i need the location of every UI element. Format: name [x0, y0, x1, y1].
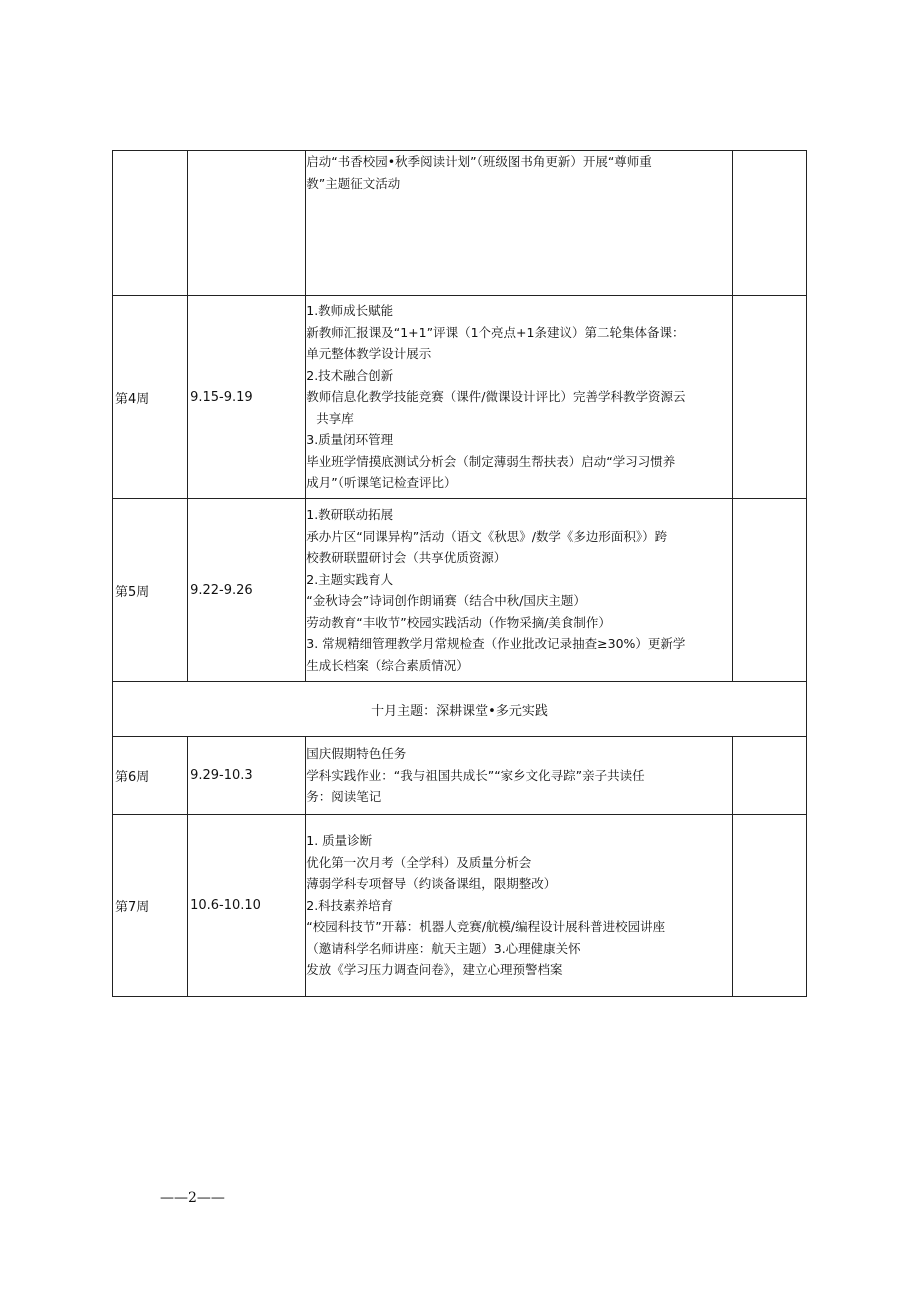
week-cell: 第7周: [113, 815, 188, 997]
content-cell: [306, 499, 733, 682]
content-line: 教师信息化教学技能竞赛（课件/微课设计评比）完善学科教学资源云: [306, 389, 686, 405]
page-number: ——2——: [160, 1190, 225, 1206]
table-row: [113, 682, 807, 737]
content-line: 教”主题征文活动: [306, 175, 401, 191]
date-cell: [188, 151, 306, 296]
content-line: 3. 常规精细管理教学月常规检查（作业批改记录抽查≥30%）更新学: [306, 636, 686, 651]
content-line: 承办片区“同课异构”活动（语文《秋思》/数学《多边形面积》）跨: [306, 528, 668, 544]
content-line: 2.技术融合创新: [306, 367, 394, 383]
content-line: 2.科技素养培育: [306, 897, 394, 913]
week-cell: 第4周: [113, 296, 188, 499]
content-line: 新教师汇报课及“1+1”评课（1个亮点+1条建议）第二轮集体备课：: [306, 324, 685, 340]
content-line: 共享库: [316, 410, 354, 426]
table-row: [113, 499, 807, 682]
content-cell: [306, 815, 733, 997]
content-line: 校教研联盟研讨会（共享优质资源）: [306, 550, 507, 565]
content-cell: [306, 737, 733, 815]
week-cell: [113, 151, 188, 296]
content-cell: [306, 151, 733, 296]
table-row: [113, 151, 807, 296]
content-line: 国庆假期特色任务: [306, 746, 407, 762]
content-line: 生成长档案（综合素质情况）: [306, 657, 469, 673]
content-line: 毕业班学情摸底测试分析会（制定薄弱生帮扶表）启动“学习习惯养: [306, 453, 676, 469]
table-row: [113, 815, 807, 997]
table-row: [113, 737, 807, 815]
content-cell: [306, 296, 733, 499]
content-line: 单元整体教学设计展示: [306, 346, 432, 362]
date-cell: 9.29-10.3: [188, 737, 306, 815]
content-line: “校园科技节”开幕：机器人竞赛/航模/编程设计展科普进校园讲座: [306, 919, 666, 935]
note-cell: [732, 737, 806, 815]
content-line: 1.教师成长赋能: [306, 303, 394, 319]
week-cell: 第5周: [113, 499, 188, 682]
content-line: 启动“书香校园•秋季阅读计划”（班级图书角更新）开展“尊师重: [306, 154, 652, 169]
month-theme: 十月主题：深耕课堂•多元实践: [113, 682, 807, 737]
content-line: （邀请科学名师讲座：航天主题）3.心理健康关怀: [306, 940, 581, 956]
content-line: 薄弱学科专项督导（约谈备课组，限期整改）: [306, 876, 557, 892]
note-cell: [732, 151, 806, 296]
content-line: 务：阅读笔记: [306, 789, 382, 805]
content-line: 学科实践作业：“我与祖国共成长”“家乡文化寻踪”亲子共读任: [306, 767, 645, 783]
content-line: 成月”（听课笔记检查评比）: [306, 475, 457, 491]
note-cell: [732, 815, 806, 997]
content-line: 劳动教育“丰收节”校园实践活动（作物采摘/美食制作）: [306, 614, 611, 630]
content-line: 2.主题实践育人: [306, 571, 394, 587]
content-line: 1. 质量诊断: [306, 833, 373, 849]
note-cell: [732, 296, 806, 499]
content-line: 3.质量闭环管理: [306, 432, 394, 448]
date-cell: 9.22-9.26: [188, 499, 306, 682]
table-row: [113, 296, 807, 499]
content-line: 1.教研联动拓展: [306, 507, 394, 522]
content-line: 发放《学习压力调查问卷》，建立心理预警档案: [306, 962, 563, 978]
content-line: “金秋诗会”诗词创作朗诵赛（结合中秋/国庆主题）: [306, 593, 586, 608]
note-cell: [732, 499, 806, 682]
date-cell: 9.15-9.19: [188, 296, 306, 499]
date-cell: 10.6-10.10: [188, 815, 306, 997]
schedule-table: [112, 150, 807, 997]
content-line: 优化第一次月考（全学科）及质量分析会: [306, 854, 532, 870]
week-cell: 第6周: [113, 737, 188, 815]
